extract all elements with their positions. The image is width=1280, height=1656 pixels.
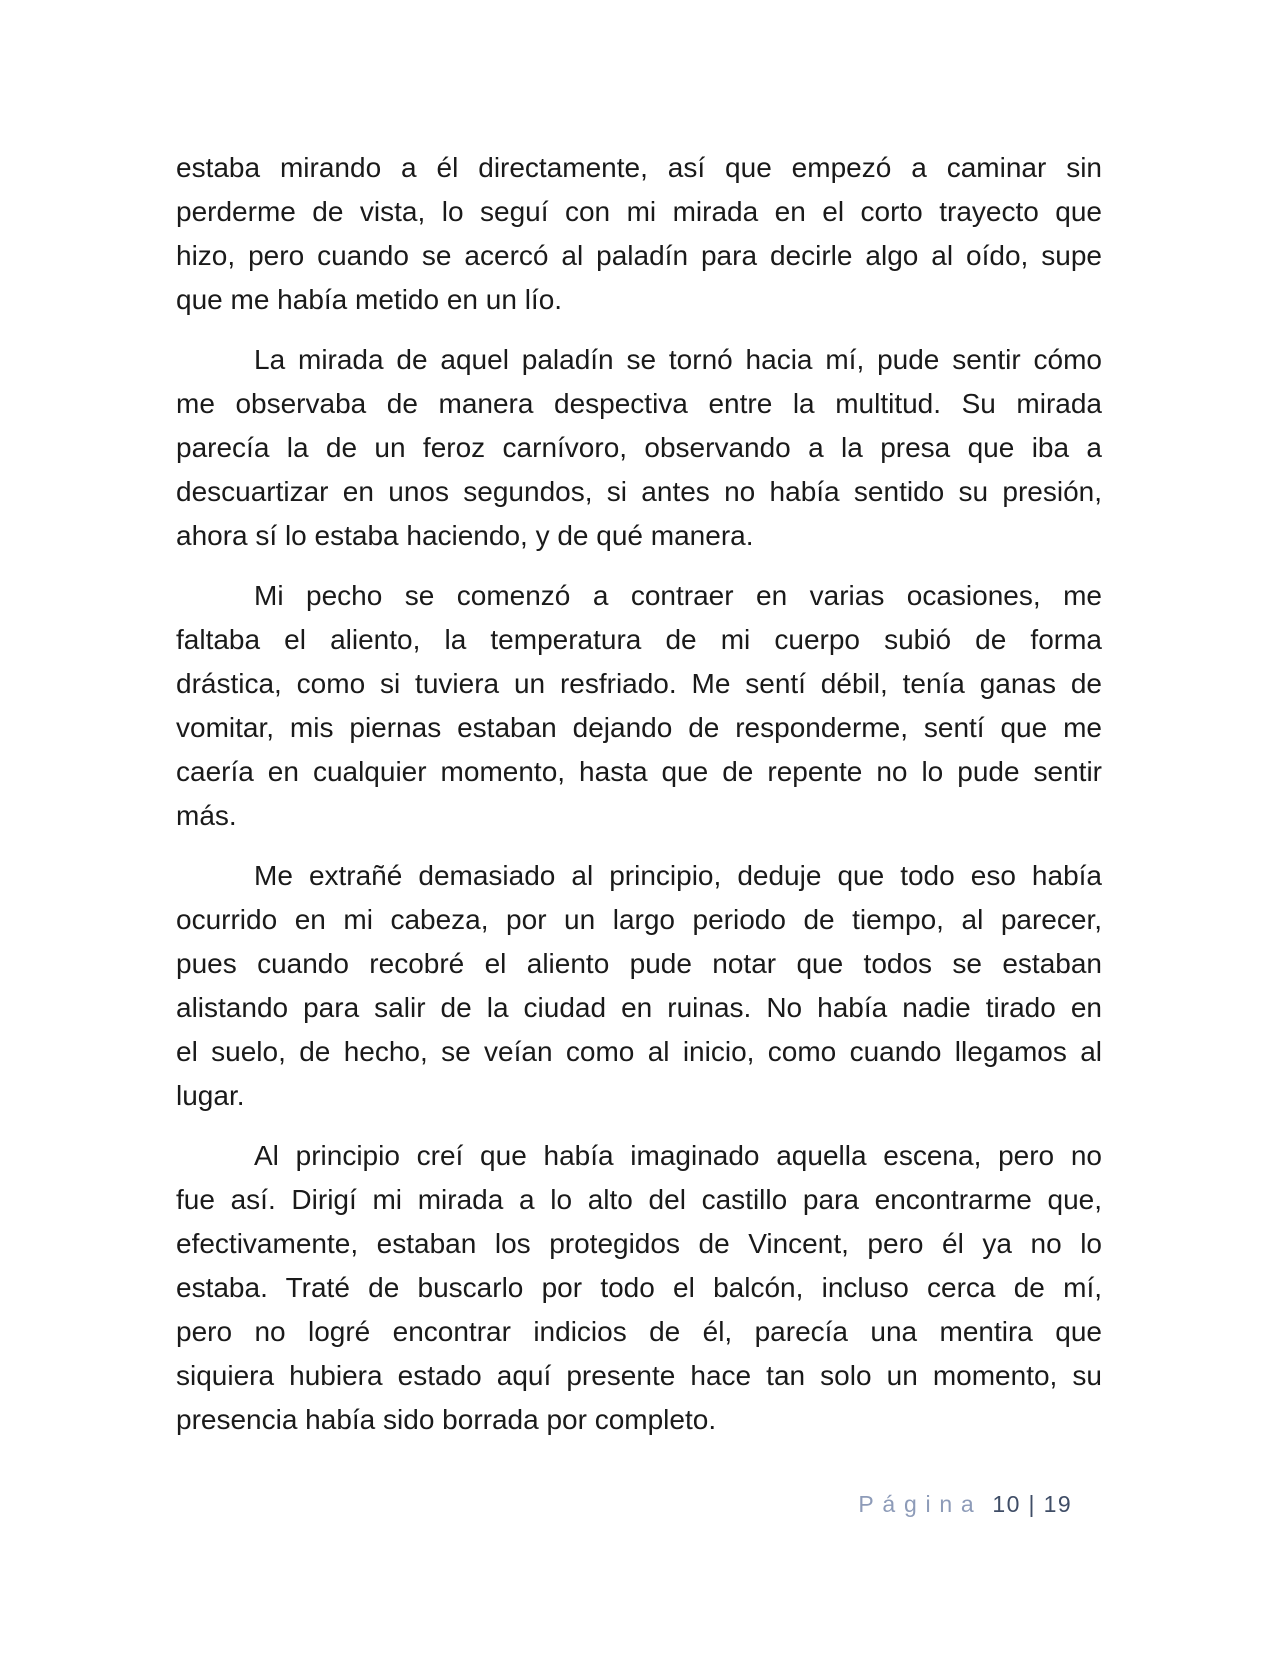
paragraph [176,146,1102,322]
text-line: siquiera hubiera estado aquí presente hace tan solo un momento, su [176,1360,1102,1391]
text-line: faltaba el aliento, la temperatura de mi cuerpo subió de forma [176,624,1102,655]
text-line: Al principio creí que había imaginado aquella escena, pero no [254,1140,1102,1171]
document-body [176,146,1102,1458]
paragraph [176,338,1102,558]
text-line: La mirada de aquel paladín se tornó hacia mí, pude sentir cómo [254,344,1102,375]
page-footer [858,1489,1072,1519]
footer-page-label: Página [858,1491,983,1517]
text-line: Me extrañé demasiado al principio, deduje que todo eso había [254,860,1102,891]
text-line: me observaba de manera despectiva entre la multitud. Su mirada [176,388,1102,419]
text-line: fue así. Dirigí mi mirada a lo alto del castillo para encontrarme que, [176,1184,1102,1215]
text-line: estaba mirando a él directamente, así que empezó a caminar sin [176,152,1102,183]
text-line: pues cuando recobré el aliento pude notar que todos se estaban [176,948,1102,979]
text-line: perderme de vista, lo seguí con mi mirada en el corto trayecto que [176,196,1102,227]
text-line: caería en cualquier momento, hasta que de repente no lo pude sentir [176,756,1102,787]
text-line: alistando para salir de la ciudad en ruinas. No había nadie tirado en [176,992,1102,1023]
paragraph [176,574,1102,838]
text-line: parecía la de un feroz carnívoro, observando a la presa que iba a [176,432,1102,463]
text-line: pero no logré encontrar indicios de él, parecía una mentira que [176,1316,1102,1347]
text-line: que me había metido en un lío. [176,284,563,315]
text-line: estaba. Traté de buscarlo por todo el balcón, incluso cerca de mí, [176,1272,1102,1303]
text-line: descuartizar en unos segundos, si antes no había sentido su presión, [176,476,1102,507]
text-line: lugar. [176,1080,245,1111]
paragraph [176,1134,1102,1442]
text-line: vomitar, mis piernas estaban dejando de responderme, sentí que me [176,712,1102,743]
text-line: drástica, como si tuviera un resfriado. Me sentí débil, tenía ganas de [176,668,1102,699]
paragraph [176,854,1102,1118]
text-line: ocurrido en mi cabeza, por un largo periodo de tiempo, al parecer, [176,904,1102,935]
footer-page-number: 10 | 19 [992,1491,1072,1517]
text-line: más. [176,800,237,831]
text-line: el suelo, de hecho, se veían como al inicio, como cuando llegamos al [176,1036,1102,1067]
text-line: Mi pecho se comenzó a contraer en varias ocasiones, me [254,580,1102,611]
text-line: efectivamente, estaban los protegidos de Vincent, pero él ya no lo [176,1228,1102,1259]
text-line: presencia había sido borrada por completo. [176,1404,717,1435]
text-line: ahora sí lo estaba haciendo, y de qué manera. [176,520,754,551]
text-line: hizo, pero cuando se acercó al paladín para decirle algo al oído, supe [176,240,1102,271]
